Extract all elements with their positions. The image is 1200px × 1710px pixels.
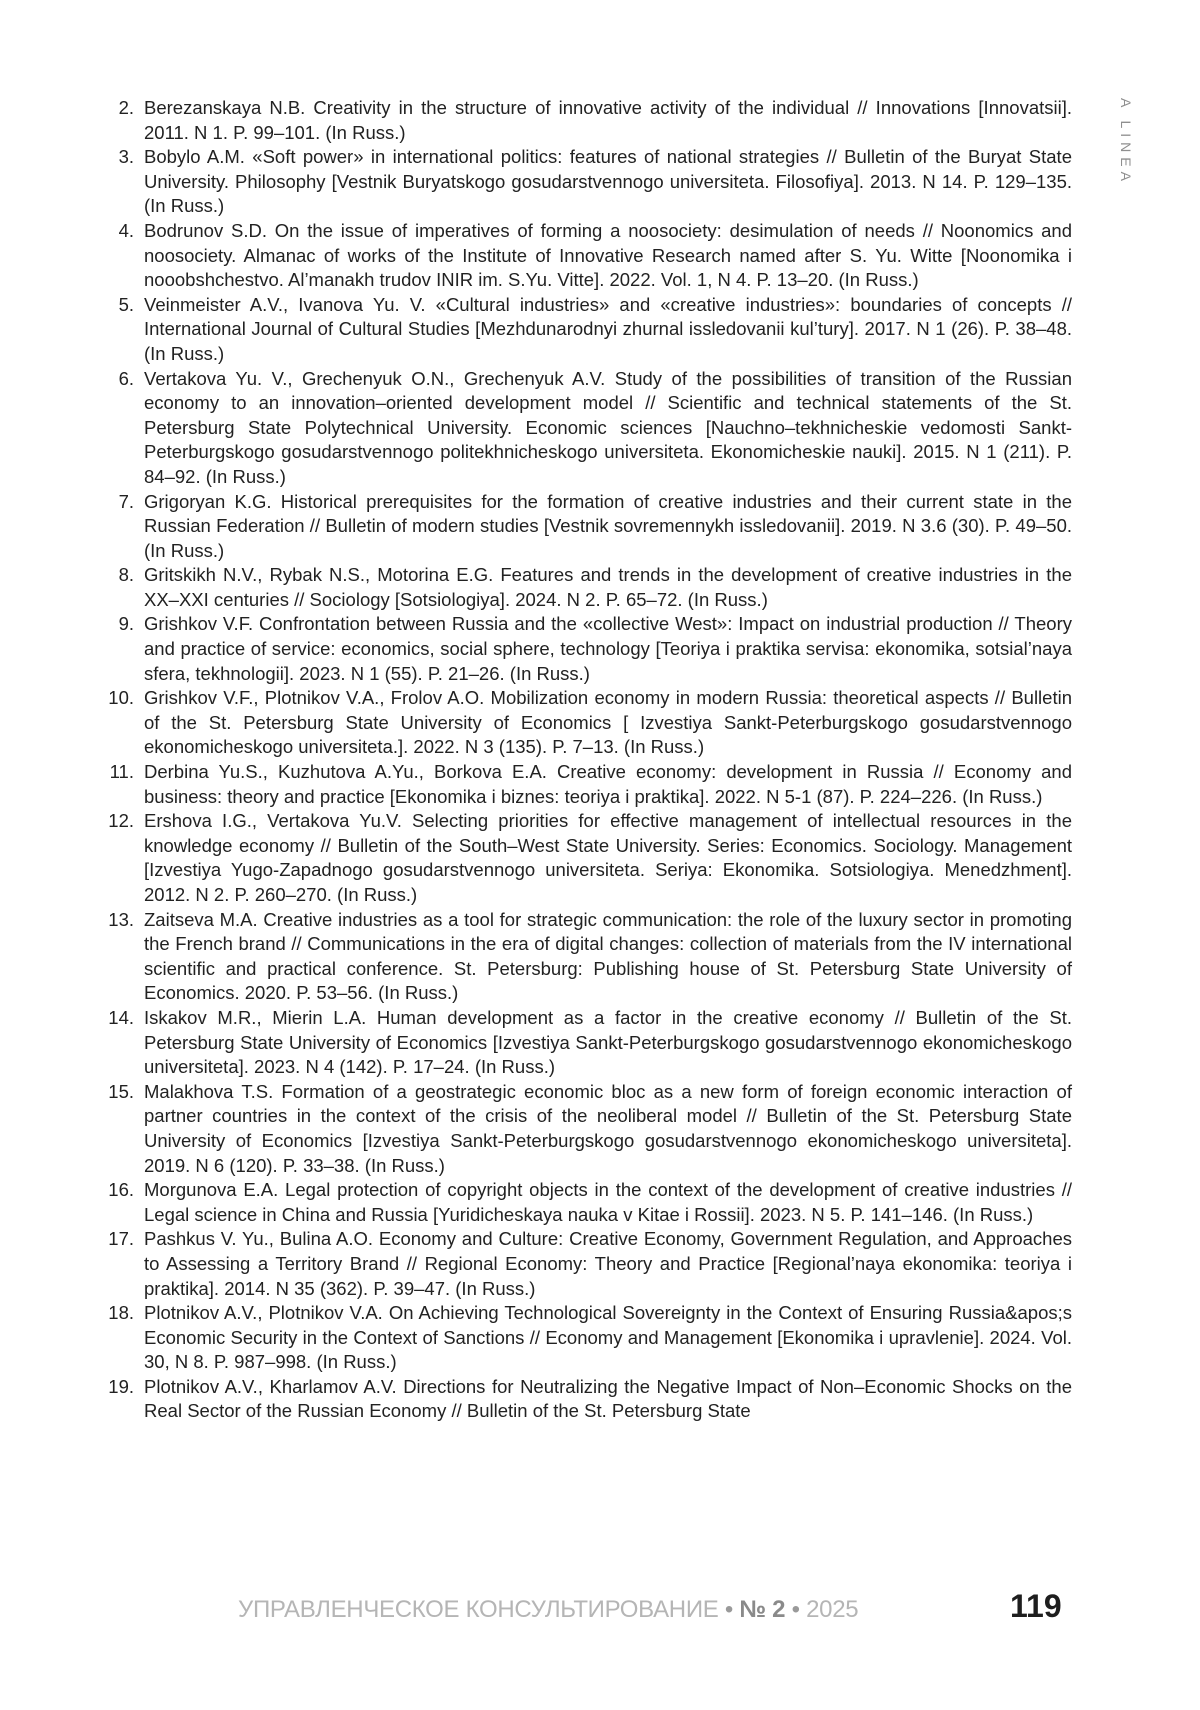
reference-number: 14. (100, 1006, 134, 1031)
reference-number: 16. (100, 1178, 134, 1203)
reference-number: 3. (100, 145, 134, 170)
reference-item (100, 145, 1072, 219)
reference-text: Morgunova E.A. Legal protection of copyright objects in the context of the development of creative industries // Legal science in China and Russia [Yuridicheskaya nauka v Kitae i Rossii]. 2023. N 5. P. 141–146. (In Russ.) (144, 1179, 1072, 1225)
footer-separator: • (725, 1596, 733, 1623)
reference-item (100, 367, 1072, 490)
reference-number: 18. (100, 1301, 134, 1326)
reference-text: Gritskikh N.V., Rybak N.S., Motorina E.G. Features and trends in the development of creative industries in the XX–XXI centuries // Sociology [Sotsiologiya]. 2024. N 2. P. 65–72. (In Russ.) (144, 564, 1072, 610)
reference-item (100, 760, 1072, 809)
reference-number: 5. (100, 293, 134, 318)
reference-item (100, 1178, 1072, 1227)
reference-item (100, 96, 1072, 145)
reference-text: Grishkov V.F., Plotnikov V.A., Frolov A.O. Mobilization economy in modern Russia: theoretical aspects // Bulletin of the St. Petersburg State University of Economics [ Izvestiya Sankt-Peterburgskogo gosudarstvennogo ekonomicheskogo universiteta.]. 2022. N 3 (135). P. 7–13. (In Russ.) (144, 687, 1072, 757)
reference-item (100, 293, 1072, 367)
reference-number: 11. (100, 760, 134, 785)
reference-item (100, 686, 1072, 760)
reference-text: Plotnikov A.V., Plotnikov V.A. On Achieving Technological Sovereignty in the Context of Ensuring Russia&apos;s Economic Security in the Context of Sanctions // Economy and Management [Ekonomika i upravlenie]. 2024. Vol. 30, N 8. P. 987–998. (In Russ.) (144, 1302, 1072, 1372)
reference-number: 10. (100, 686, 134, 711)
reference-item (100, 612, 1072, 686)
reference-item (100, 1227, 1072, 1301)
reference-text: Veinmeister A.V., Ivanova Yu. V. «Cultural industries» and «creative industries»: boundaries of concepts // International Journal of Cultural Studies [Mezhdunarodnyi zhurnal issledovanii kul’tury]. 2017. N 1 (26). P. 38–48. (In Russ.) (144, 294, 1072, 364)
reference-text: Pashkus V. Yu., Bulina A.O. Economy and Culture: Creative Economy, Government Regulation, and Approaches to Assessing a Territory Brand // Regional Economy: Theory and Practice [Regional’naya ekonomika: teoriya i praktika]. 2014. N 35 (362). P. 39–47. (In Russ.) (144, 1228, 1072, 1298)
reference-text: Bodrunov S.D. On the issue of imperatives of forming a noosociety: desimulation of needs // Noonomics and noosociety. Almanac of works of the Institute of Innovative Research named after S. Yu. Witte [Noonomika i nooobshchestvo. Al’manakh trudov INIR im. S.Yu. Vitte]. 2022. Vol. 1, N 4. P. 13–20. (In Russ.) (144, 220, 1072, 290)
reference-text: Derbina Yu.S., Kuzhutova A.Yu., Borkova E.A. Creative economy: development in Russia // Economy and business: theory and practice [Ekonomika i biznes: teoriya i praktika]. 2022. N 5-1 (87). P. 224–226. (In Russ.) (144, 761, 1072, 807)
reference-item (100, 809, 1072, 907)
reference-number: 19. (100, 1375, 134, 1400)
reference-list (100, 96, 1072, 1424)
issue-number: № 2 (739, 1596, 785, 1623)
reference-text: Grishkov V.F. Confrontation between Russia and the «collective West»: Impact on industrial production // Theory and practice of service: economics, social sphere, technology [Teoriya i praktika servisa: ekonomika, sotsial’naya sfera, tekhnologii]. 2023. N 1 (55). P. 21–26. (In Russ.) (144, 613, 1072, 683)
reference-text: Zaitseva M.A. Creative industries as a tool for strategic communication: the role of the luxury sector in promoting the French brand // Communications in the era of digital changes: collection of materials from the IV international scientific and practical conference. St. Petersburg: Publishing house of St. Petersburg State University of Economics. 2020. P. 53–56. (In Russ.) (144, 909, 1072, 1004)
footer-separator: • (792, 1596, 800, 1623)
reference-number: 15. (100, 1080, 134, 1105)
reference-number: 9. (100, 612, 134, 637)
reference-item (100, 908, 1072, 1006)
reference-text: Grigoryan K.G. Historical prerequisites for the formation of creative industries and their current state in the Russian Federation // Bulletin of modern studies [Vestnik sovremennykh issledovanii]. 2019. N 3.6 (30). P. 49–50. (In Russ.) (144, 491, 1072, 561)
reference-number: 12. (100, 809, 134, 834)
reference-item (100, 1080, 1072, 1178)
reference-number: 7. (100, 490, 134, 515)
reference-text: Ershova I.G., Vertakova Yu.V. Selecting priorities for effective management of intellectual resources in the knowledge economy // Bulletin of the South–West State University. Series: Economics. Sociology. Management [Izvestiya Yugo-Zapadnogo gosudarstvennogo universiteta. Seriya: Ekonomika. Sotsiologiya. Menedzhment]. 2012. N 2. P. 260–270. (In Russ.) (144, 810, 1072, 905)
reference-item (100, 219, 1072, 293)
reference-text: Malakhova T.S. Formation of a geostrategic economic bloc as a new form of foreign economic interaction of partner countries in the context of the crisis of the neoliberal model // Bulletin of the St. Petersburg State University of Economics [Izvestiya Sankt-Peterburgskogo gosudarstvennogo ekonomicheskogo universiteta]. 2019. N 6 (120). P. 33–38. (In Russ.) (144, 1081, 1072, 1176)
reference-text: Plotnikov A.V., Kharlamov A.V. Directions for Neutralizing the Negative Impact of Non–Economic Shocks on the Real Sector of the Russian Economy // Bulletin of the St. Petersburg State (144, 1376, 1072, 1422)
issue-year: 2025 (806, 1596, 858, 1623)
reference-item (100, 1375, 1072, 1424)
reference-item (100, 490, 1072, 564)
journal-title: УПРАВЛЕНЧЕСКОЕ КОНСУЛЬТИРОВАНИЕ • № 2 • 2025 (238, 1596, 858, 1624)
reference-number: 2. (100, 96, 134, 121)
reference-number: 4. (100, 219, 134, 244)
reference-text: Vertakova Yu. V., Grechenyuk O.N., Grechenyuk A.V. Study of the possibilities of transition of the Russian economy to an innovation–oriented development model // Scientific and technical statements of the St. Petersburg State Polytechnical University. Economic sciences [Nauchno–tekhnicheskie vedomosti Sankt-Peterburgskogo gosudarstvennogo politekhnicheskogo universiteta. Ekonomicheskie nauki]. 2015. N 1 (211). P. 84–92. (In Russ.) (144, 368, 1072, 487)
reference-number: 8. (100, 563, 134, 588)
reference-text: Bobylo A.M. «Soft power» in international politics: features of national strategies // Bulletin of the Buryat State University. Philosophy [Vestnik Buryatskogo gosudarstvennogo universiteta. Filosofiya]. 2013. N 14. P. 129–135. (In Russ.) (144, 146, 1072, 216)
reference-item (100, 563, 1072, 612)
page-number: 119 (1010, 1588, 1062, 1625)
reference-text: Iskakov M.R., Mierin L.A. Human development as a factor in the creative economy // Bulletin of the St. Petersburg State University of Economics [Izvestiya Sankt-Peterburgskogo gosudarstvennogo ekonomicheskogo universiteta]. 2023. N 4 (142). P. 17–24. (In Russ.) (144, 1007, 1072, 1077)
reference-item (100, 1006, 1072, 1080)
reference-number: 17. (100, 1227, 134, 1252)
reference-text: Berezanskaya N.B. Creativity in the structure of innovative activity of the individual // Innovations [Innovatsii]. 2011. N 1. P. 99–101. (In Russ.) (144, 97, 1072, 143)
page-footer (0, 1590, 1200, 1630)
reference-item (100, 1301, 1072, 1375)
reference-number: 6. (100, 367, 134, 392)
reference-number: 13. (100, 908, 134, 933)
section-side-label: A LINEA (1114, 98, 1134, 186)
